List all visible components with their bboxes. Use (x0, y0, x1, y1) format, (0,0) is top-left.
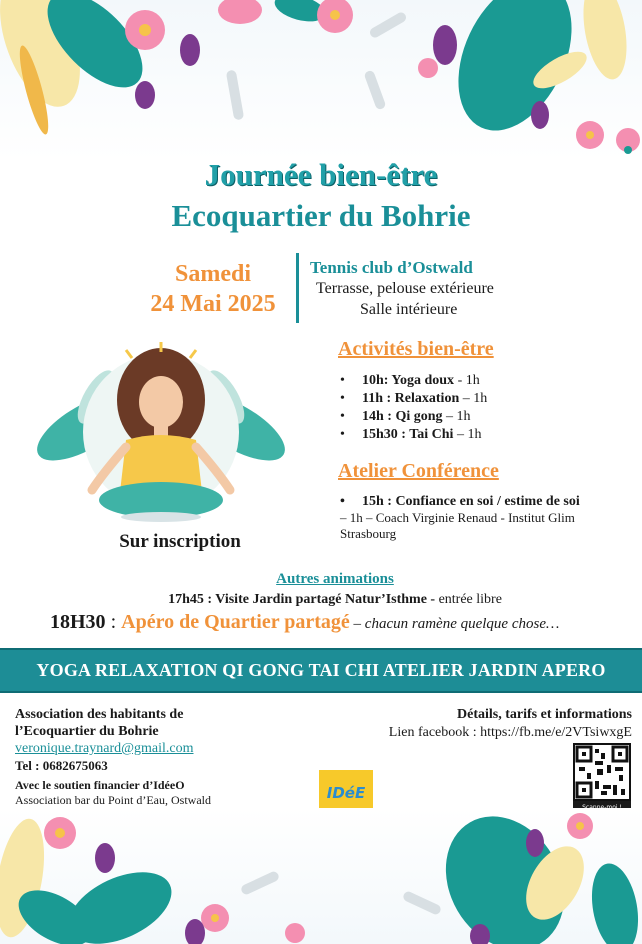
conference-title: Atelier Conférence (338, 460, 499, 482)
floral-illustration-top (0, 0, 642, 160)
conference-details: – 1h – Coach Virginie Renaud - Institut Glim Strasbourg (340, 510, 575, 541)
apero-note: – chacun ramène quelque chose… (349, 616, 560, 632)
activities-list (340, 372, 630, 444)
other-activities-title: Autres animations (276, 571, 394, 587)
conference-list (340, 493, 630, 542)
support-bold: Avec le soutien financier d’IdéeO (15, 778, 185, 792)
phone-number: Tel : 0682675063 (15, 758, 108, 773)
garden-visit-note: entrée libre (435, 592, 502, 607)
bottom-floral-decoration (0, 808, 642, 944)
list-item (340, 426, 630, 444)
activities-title: Activités bien-être (338, 338, 494, 360)
divider-bar (296, 253, 299, 323)
apero-line (50, 611, 640, 634)
facebook-link[interactable]: Lien facebook : https://fb.me/e/2VTsiwxgE (388, 725, 632, 740)
list-item (340, 390, 630, 408)
logo-text: IDéE (326, 784, 366, 802)
event-date (118, 259, 308, 319)
event-subtitle: Ecoquartier du Bohrie (171, 198, 471, 233)
venue-block (310, 257, 530, 320)
apero-name: Apéro de Quartier partagé (121, 611, 350, 633)
activity-duration: - 1h (454, 373, 480, 388)
activity-time: 11h : Relaxation (362, 391, 460, 406)
date-full: 24 Mai 2025 (150, 291, 276, 317)
email-link[interactable]: veronique.traynard@gmail.com (15, 741, 194, 756)
activity-duration: – 1h (453, 427, 482, 442)
event-title: Journée bien-être (204, 157, 438, 192)
apero-separator: : (105, 611, 122, 633)
qr-code[interactable] (573, 743, 631, 801)
activity-duration: – 1h (442, 409, 471, 424)
venue-line-3: Salle intérieure (360, 301, 458, 318)
activity-time: 10h: Yoga doux (362, 373, 455, 388)
garden-visit-bold: 17h45 : Visite Jardin partagé Natur’Isthme - (168, 592, 436, 607)
list-item (340, 372, 630, 390)
support-note (15, 778, 315, 808)
list-item (340, 408, 630, 426)
top-floral-decoration (0, 0, 642, 160)
activity-time: 15h30 : Tai Chi (362, 427, 454, 442)
garden-visit (0, 592, 642, 608)
activity-duration: – 1h (459, 391, 488, 406)
meditating-woman-icon (26, 342, 296, 527)
activities-banner: YOGA RELAXATION QI GONG TAI CHI ATELIER JARDIN APERO (0, 648, 642, 693)
apero-time: 18H30 (50, 611, 106, 633)
activity-time: 14h : Qi gong (362, 409, 443, 424)
qr-code-icon (575, 745, 629, 799)
support-line-2: Association bar du Point d’Eau, Ostwald (15, 793, 211, 807)
details-block (330, 706, 632, 742)
venue-name: Tennis club d’Ostwald (310, 258, 473, 277)
registration-note: Sur inscription (119, 531, 241, 552)
date-day: Samedi (174, 261, 251, 287)
floral-illustration-bottom (0, 808, 642, 944)
association-block (15, 706, 315, 808)
details-title: Détails, tarifs et informations (457, 707, 632, 722)
association-name-line-2: l’Ecoquartier du Bohrie (15, 724, 159, 739)
meditation-illustration (26, 342, 296, 527)
venue-line-2: Terrasse, pelouse extérieure (316, 280, 494, 297)
conference-item: • 15h : Confiance en soi / estime de soi (340, 493, 630, 510)
association-name-line-1: Association des habitants de (15, 707, 184, 722)
